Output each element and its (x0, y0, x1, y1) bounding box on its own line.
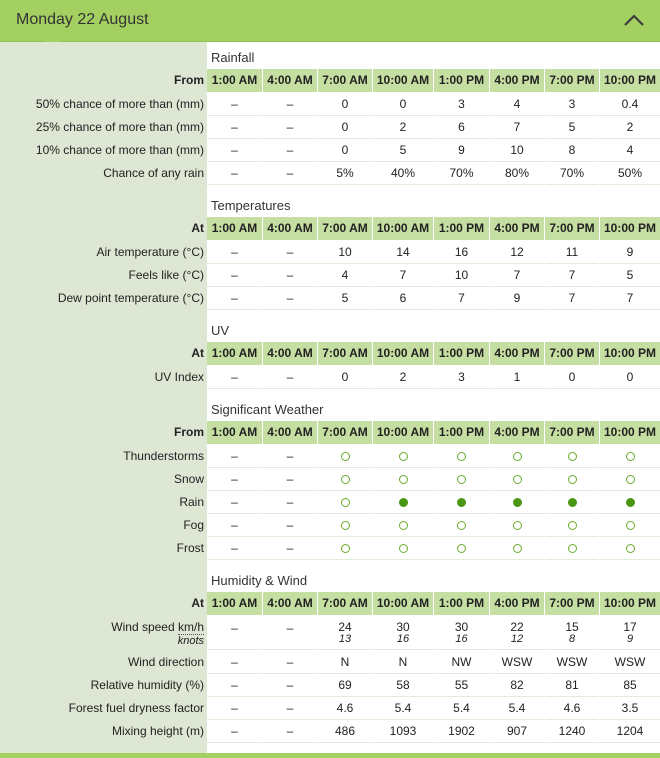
value-cell: 4 (600, 139, 660, 162)
wind-speed-knots: 8 (568, 633, 576, 645)
value-cell: 2 (373, 116, 433, 139)
value-cell: – (207, 468, 262, 491)
value-cell: 69 (318, 674, 372, 697)
time-header-cell: 1:00 PM (434, 342, 489, 365)
expected-dot-icon (457, 498, 466, 507)
time-header-cell: 4:00 AM (263, 592, 317, 615)
value-cell: – (207, 162, 262, 185)
time-header-cell: 10:00 PM (600, 421, 660, 444)
value-cell (490, 445, 544, 468)
time-header-label: At (191, 346, 204, 360)
value-cell (545, 537, 599, 560)
time-header-cell: 7:00 AM (318, 421, 372, 444)
not-expected-circle-icon (626, 452, 635, 461)
value-cell: 1240 (545, 720, 599, 743)
value-cell: 2 (600, 116, 660, 139)
value-cell: – (207, 697, 262, 720)
value-cell: – (263, 651, 317, 674)
data-row (0, 366, 660, 389)
expected-dot-icon (568, 498, 577, 507)
value-cell: – (263, 697, 317, 720)
not-expected-circle-icon (568, 475, 577, 484)
data-row (0, 468, 660, 491)
not-expected-circle-icon (513, 475, 522, 484)
unit-kmh: km/h (177, 620, 204, 634)
time-header-cell: 4:00 AM (263, 69, 317, 92)
value-cell: 58 (373, 674, 433, 697)
value-cell: N (373, 651, 433, 674)
value-cell: 5 (373, 139, 433, 162)
value-cell: 80% (490, 162, 544, 185)
value-cell: 7 (490, 116, 544, 139)
value-cell (373, 468, 433, 491)
value-cell: 907 (490, 720, 544, 743)
data-row (0, 537, 660, 560)
time-header-row (0, 217, 660, 240)
not-expected-circle-icon (341, 498, 350, 507)
day-header[interactable] (0, 0, 660, 42)
row-label: Frost (176, 541, 204, 555)
time-header-cell: 1:00 AM (207, 421, 262, 444)
value-cell: – (263, 366, 317, 389)
row-label: Relative humidity (%) (90, 678, 204, 692)
time-header-cell: 1:00 PM (434, 69, 489, 92)
value-cell: 3 (434, 366, 489, 389)
time-header-cell: 4:00 PM (490, 421, 544, 444)
value-cell: WSW (600, 651, 660, 674)
time-header-cell: 7:00 PM (545, 421, 599, 444)
value-cell: – (263, 514, 317, 537)
value-cell (600, 468, 660, 491)
wind-speed-kmh: – (286, 621, 294, 635)
value-cell: – (263, 674, 317, 697)
value-cell: 7 (434, 287, 489, 310)
value-cell: 7 (490, 264, 544, 287)
not-expected-circle-icon (399, 452, 408, 461)
value-cell: – (207, 514, 262, 537)
expected-dot-icon (626, 498, 635, 507)
data-row (0, 162, 660, 185)
not-expected-circle-icon (626, 475, 635, 484)
wind-speed-cell (600, 616, 660, 650)
value-cell: – (263, 139, 317, 162)
value-cell: 16 (434, 241, 489, 264)
value-cell: – (263, 116, 317, 139)
unit-knots: knots (177, 635, 204, 647)
value-cell: – (207, 366, 262, 389)
time-header-cell: 1:00 AM (207, 69, 262, 92)
value-cell: 9 (490, 287, 544, 310)
expected-dot-icon (513, 498, 522, 507)
value-cell: WSW (545, 651, 599, 674)
row-label: 10% chance of more than (mm) (35, 143, 204, 157)
value-cell (318, 537, 372, 560)
value-cell: 40% (373, 162, 433, 185)
value-cell: – (207, 651, 262, 674)
time-header-cell: 7:00 AM (318, 342, 372, 365)
value-cell: – (207, 93, 262, 116)
data-row (0, 241, 660, 264)
row-label: Forest fuel dryness factor (68, 701, 204, 715)
not-expected-circle-icon (568, 544, 577, 553)
row-label: Chance of any rain (103, 166, 204, 180)
value-cell: WSW (490, 651, 544, 674)
row-label: 25% chance of more than (mm) (35, 120, 204, 134)
wind-speed-cell (434, 616, 489, 650)
data-row (0, 264, 660, 287)
value-cell: 1 (490, 366, 544, 389)
time-header-cell: 10:00 PM (600, 592, 660, 615)
not-expected-circle-icon (457, 521, 466, 530)
row-label: Snow (173, 472, 204, 486)
time-header-cell: 1:00 AM (207, 342, 262, 365)
value-cell (318, 514, 372, 537)
data-row (0, 651, 660, 674)
not-expected-circle-icon (399, 544, 408, 553)
wind-speed-knots: 9 (626, 633, 634, 645)
time-header-row (0, 592, 660, 615)
value-cell: 7 (600, 287, 660, 310)
value-cell: – (207, 537, 262, 560)
not-expected-circle-icon (513, 521, 522, 530)
row-label: Rain (179, 495, 204, 509)
value-cell: – (263, 93, 317, 116)
value-cell: 0 (318, 116, 372, 139)
row-label: Wind direction (127, 655, 204, 669)
time-header-cell: 4:00 PM (490, 342, 544, 365)
time-header-row (0, 421, 660, 444)
data-row (0, 514, 660, 537)
time-header-cell: 7:00 PM (545, 592, 599, 615)
chevron-up-icon[interactable] (622, 10, 646, 30)
value-cell: 82 (490, 674, 544, 697)
value-cell (318, 468, 372, 491)
value-cell: 10 (434, 264, 489, 287)
time-header-cell: 10:00 AM (373, 217, 433, 240)
section-title: UV (207, 319, 660, 341)
value-cell (600, 445, 660, 468)
time-header-cell: 10:00 PM (600, 69, 660, 92)
value-cell: N (318, 651, 372, 674)
wind-speed-cell (545, 616, 599, 650)
value-cell: 70% (545, 162, 599, 185)
value-cell: 7 (545, 264, 599, 287)
data-row (0, 491, 660, 514)
not-expected-circle-icon (399, 475, 408, 484)
value-cell (373, 491, 433, 514)
not-expected-circle-icon (568, 452, 577, 461)
value-cell: 4 (318, 264, 372, 287)
row-label: UV Index (154, 370, 204, 384)
row-label: Mixing height (m) (111, 724, 204, 738)
value-cell: 10 (490, 139, 544, 162)
value-cell: – (207, 264, 262, 287)
wind-speed-row (0, 616, 660, 650)
value-cell: 486 (318, 720, 372, 743)
value-cell: – (263, 720, 317, 743)
value-cell: – (263, 241, 317, 264)
time-header-cell: 7:00 AM (318, 592, 372, 615)
not-expected-circle-icon (626, 544, 635, 553)
value-cell (600, 514, 660, 537)
value-cell: 0 (373, 93, 433, 116)
time-header-cell: 1:00 PM (434, 592, 489, 615)
time-header-row (0, 342, 660, 365)
not-expected-circle-icon (341, 475, 350, 484)
value-cell: 5 (318, 287, 372, 310)
row-label: Air temperature (°C) (96, 245, 204, 259)
value-cell: – (207, 674, 262, 697)
section-title: Temperatures (207, 194, 660, 216)
time-header-cell: 4:00 AM (263, 421, 317, 444)
time-header-cell: 7:00 AM (318, 217, 372, 240)
wind-speed-knots: 16 (455, 633, 468, 645)
value-cell: – (263, 468, 317, 491)
value-cell: 3 (545, 93, 599, 116)
value-cell: 1204 (600, 720, 660, 743)
wind-speed-label (0, 616, 204, 650)
value-cell: 3 (434, 93, 489, 116)
value-cell: 5% (318, 162, 372, 185)
not-expected-circle-icon (457, 452, 466, 461)
time-header-cell: 7:00 PM (545, 342, 599, 365)
value-cell: 2 (373, 366, 433, 389)
wind-speed-knots: 16 (396, 633, 410, 645)
wind-speed-kmh: 22 (510, 620, 524, 634)
value-cell: – (263, 537, 317, 560)
value-cell: 0 (318, 366, 372, 389)
time-header-row (0, 69, 660, 92)
section-title: Significant Weather (207, 398, 660, 420)
wind-speed-label-name: Wind speed (111, 620, 178, 634)
value-cell: 5.4 (434, 697, 489, 720)
value-cell: – (207, 241, 262, 264)
value-cell (600, 491, 660, 514)
value-cell (318, 491, 372, 514)
value-cell (373, 445, 433, 468)
wind-speed-cell (207, 616, 262, 650)
time-header-label: At (191, 221, 204, 235)
value-cell: 12 (490, 241, 544, 264)
value-cell: 6 (434, 116, 489, 139)
value-cell: 10 (318, 241, 372, 264)
not-expected-circle-icon (626, 521, 635, 530)
row-label: 50% chance of more than (mm) (35, 97, 204, 111)
wind-speed-kmh: 30 (454, 620, 469, 634)
time-header-cell: 4:00 AM (263, 217, 317, 240)
not-expected-circle-icon (457, 475, 466, 484)
time-header-cell: 1:00 PM (434, 421, 489, 444)
value-cell: – (263, 287, 317, 310)
wind-speed-cell (373, 616, 433, 650)
value-cell: – (263, 264, 317, 287)
value-cell: 4.6 (318, 697, 372, 720)
time-header-label: From (174, 73, 204, 87)
value-cell: 7 (545, 287, 599, 310)
wind-speed-kmh: 30 (396, 620, 410, 634)
value-cell: 3.5 (600, 697, 660, 720)
value-cell (434, 514, 489, 537)
data-row (0, 139, 660, 162)
row-label: Feels like (°C) (128, 268, 204, 282)
value-cell (490, 537, 544, 560)
next-day-header-edge[interactable] (0, 753, 660, 758)
value-cell: 8 (545, 139, 599, 162)
time-header-cell: 10:00 AM (373, 342, 433, 365)
row-label: Dew point temperature (°C) (57, 291, 204, 305)
value-cell (490, 514, 544, 537)
wind-speed-cell (490, 616, 544, 650)
value-cell: 0 (600, 366, 660, 389)
value-cell: 0 (318, 139, 372, 162)
value-cell: 0.4 (600, 93, 660, 116)
value-cell: – (207, 116, 262, 139)
value-cell (434, 491, 489, 514)
not-expected-circle-icon (341, 544, 350, 553)
time-header-cell: 10:00 AM (373, 592, 433, 615)
value-cell (373, 537, 433, 560)
value-cell: 11 (545, 241, 599, 264)
value-cell: 85 (600, 674, 660, 697)
wind-speed-kmh: – (231, 621, 238, 635)
time-header-cell: 4:00 PM (490, 592, 544, 615)
value-cell: 0 (545, 366, 599, 389)
value-cell: 4.6 (545, 697, 599, 720)
value-cell (490, 491, 544, 514)
data-row (0, 287, 660, 310)
data-row (0, 116, 660, 139)
value-cell: – (207, 287, 262, 310)
data-row (0, 674, 660, 697)
value-cell: 5.4 (373, 697, 433, 720)
value-cell: 55 (434, 674, 489, 697)
value-cell: 9 (600, 241, 660, 264)
value-cell: – (263, 491, 317, 514)
wind-speed-kmh: 24 (338, 620, 352, 634)
data-row (0, 445, 660, 468)
time-header-cell: 7:00 PM (545, 69, 599, 92)
value-cell: – (263, 445, 317, 468)
time-header-label: At (191, 596, 204, 610)
time-header-cell: 1:00 AM (207, 217, 262, 240)
expected-dot-icon (399, 498, 408, 507)
time-header-cell: 4:00 PM (490, 217, 544, 240)
value-cell: 14 (373, 241, 433, 264)
value-cell: 9 (434, 139, 489, 162)
data-row (0, 697, 660, 720)
value-cell (434, 445, 489, 468)
value-cell: – (207, 720, 262, 743)
not-expected-circle-icon (513, 452, 522, 461)
not-expected-circle-icon (341, 452, 350, 461)
value-cell: 5 (545, 116, 599, 139)
wind-speed-kmh: 15 (565, 620, 579, 634)
value-cell: – (263, 162, 317, 185)
row-label: Fog (183, 518, 204, 532)
time-header-cell: 7:00 AM (318, 69, 372, 92)
value-cell (545, 491, 599, 514)
time-header-cell: 10:00 PM (600, 217, 660, 240)
value-cell: – (207, 491, 262, 514)
time-header-cell: 1:00 PM (434, 217, 489, 240)
time-header-cell: 10:00 AM (373, 421, 433, 444)
section-title: Humidity & Wind (207, 569, 660, 591)
value-cell: NW (434, 651, 489, 674)
time-header-cell: 7:00 PM (545, 217, 599, 240)
wind-speed-cell (318, 616, 372, 650)
wind-speed-knots: 12 (510, 633, 524, 645)
wind-speed-label-text (0, 620, 204, 634)
value-cell: 7 (373, 264, 433, 287)
value-cell: 5 (600, 264, 660, 287)
value-cell: 4 (490, 93, 544, 116)
time-header-label: From (174, 425, 204, 439)
value-cell (434, 537, 489, 560)
value-cell: 6 (373, 287, 433, 310)
value-cell (434, 468, 489, 491)
value-cell: 0 (318, 93, 372, 116)
wind-speed-kmh: 17 (623, 620, 637, 634)
value-cell: 50% (600, 162, 660, 185)
wind-speed-knots: 13 (338, 633, 352, 645)
time-header-cell: 4:00 AM (263, 342, 317, 365)
wind-speed-cell (263, 616, 317, 650)
value-cell (545, 514, 599, 537)
not-expected-circle-icon (457, 544, 466, 553)
not-expected-circle-icon (399, 521, 408, 530)
value-cell: 1093 (373, 720, 433, 743)
not-expected-circle-icon (568, 521, 577, 530)
value-cell: – (207, 139, 262, 162)
value-cell (318, 445, 372, 468)
row-label: Thunderstorms (123, 449, 204, 463)
value-cell (545, 468, 599, 491)
data-row (0, 720, 660, 743)
value-cell (600, 537, 660, 560)
not-expected-circle-icon (341, 521, 350, 530)
value-cell: – (207, 445, 262, 468)
data-row (0, 93, 660, 116)
time-header-cell: 1:00 AM (207, 592, 262, 615)
time-header-cell: 10:00 PM (600, 342, 660, 365)
value-cell: 1902 (434, 720, 489, 743)
time-header-cell: 10:00 AM (373, 69, 433, 92)
value-cell: 81 (545, 674, 599, 697)
section-title: Rainfall (207, 46, 660, 68)
value-cell: 70% (434, 162, 489, 185)
time-header-cell: 4:00 PM (490, 69, 544, 92)
not-expected-circle-icon (513, 544, 522, 553)
value-cell: 5.4 (490, 697, 544, 720)
value-cell (490, 468, 544, 491)
day-title: Monday 22 August (16, 11, 149, 28)
value-cell (545, 445, 599, 468)
value-cell (373, 514, 433, 537)
